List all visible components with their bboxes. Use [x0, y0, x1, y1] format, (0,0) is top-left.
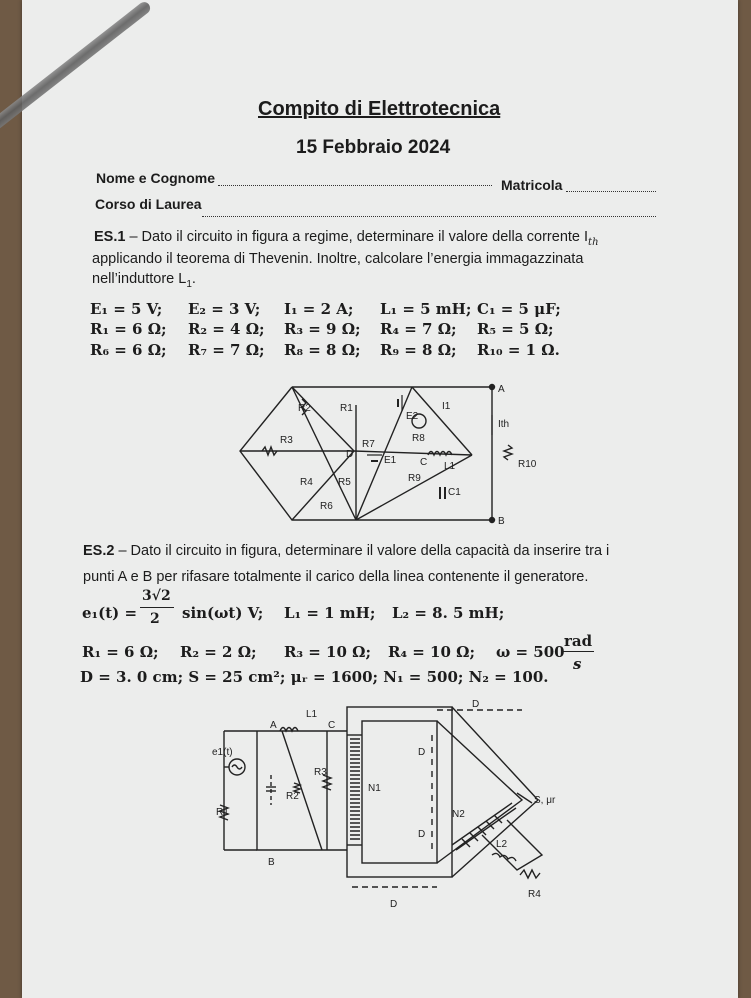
es2-dim-D-left1: D: [418, 747, 426, 758]
es2-label-R1: R1: [216, 807, 229, 818]
es2-label-R4: R4: [528, 889, 541, 900]
es1-circuit-diagram: [222, 375, 542, 530]
es1-label-Ith: Ith: [498, 419, 510, 430]
es2-line1: ES.2 – Dato il circuito in figura, determinare il valore della capacità da inserire tra i: [83, 543, 610, 559]
es2-heading: ES.2: [83, 543, 115, 559]
es1-label-R7: R7: [362, 439, 375, 450]
es2-omega-num: rad: [564, 632, 593, 650]
es1-label-I1: I1: [442, 401, 451, 412]
es2-dim-D-left2: D: [418, 829, 426, 840]
es2-L1: L₁ = 1 mH;: [284, 604, 376, 622]
es2-label-e1: e1(t): [212, 747, 233, 758]
es2-node-C: C: [328, 720, 336, 731]
es1-line2: applicando il teorema di Thevenin. Inoltre, calcolare l’energia immagazzinata: [92, 251, 584, 267]
es2-label-L2: L2: [496, 839, 508, 850]
es2-node-A: A: [270, 720, 277, 731]
es2-R4: R₄ = 10 Ω;: [388, 643, 476, 661]
es2-R1: R₁ = 6 Ω;: [82, 643, 159, 661]
es2-label-R3: R3: [314, 767, 327, 778]
es2-e1-fraction-bar: [140, 607, 174, 608]
es1-label-C1: C1: [448, 487, 461, 498]
es1-line1: ES.1 – Dato il circuito in figura a regime, determinare il valore della corrente $I_{th}$: [94, 229, 599, 248]
es2-omega-fraction-bar: [562, 651, 594, 652]
es2-label-N1: N1: [368, 783, 381, 794]
es1-heading: ES.1: [94, 229, 126, 245]
es2-line2: punti A e B per rifasare totalmente il carico della linea contenente il generatore.: [83, 569, 589, 585]
matricola-field-line: [566, 191, 656, 192]
es2-dim-D-top: D: [472, 699, 480, 710]
es2-L2: L₂ = 8. 5 mH;: [392, 604, 505, 622]
es1-node-D: D: [346, 449, 354, 460]
matricola-label: Matricola: [501, 177, 563, 193]
es2-label-R2: R2: [286, 791, 299, 802]
es2-circuit-diagram: [182, 695, 562, 915]
es2-omega-lhs: ω = 500: [496, 643, 565, 661]
es2-dim-D-bottom: D: [390, 899, 398, 910]
es1-label-R6: R6: [320, 501, 333, 512]
es1-label-R8: R8: [412, 433, 425, 444]
es1-node-A: A: [498, 384, 505, 395]
name-field-line: [218, 185, 492, 186]
exam-date: 15 Febbraio 2024: [296, 137, 451, 158]
name-label: Nome e Cognome: [96, 170, 216, 186]
es1-node-C: C: [420, 457, 428, 468]
es1-label-L1: L1: [444, 461, 456, 472]
es1-label-R2: R2: [298, 403, 311, 414]
corso-label: Corso di Laurea: [95, 196, 202, 212]
es1-label-E1: E1: [384, 455, 397, 466]
es2-omega-den: s: [573, 655, 582, 673]
es2-label-L1: L1: [306, 709, 318, 720]
es2-label-S-mu: S, μr: [534, 795, 556, 806]
es2-e1-lhs: e₁(t) =: [82, 604, 138, 622]
exam-title: Compito di Elettrotecnica: [258, 98, 501, 120]
es2-e1-den: 2: [150, 611, 160, 627]
es1-label-R5: R5: [338, 477, 351, 488]
es1-line3: nell’induttore $L_1$.: [92, 271, 196, 290]
es1-label-R3: R3: [280, 435, 293, 446]
es2-row3: D = 3. 0 cm; S = 25 cm²; μᵣ = 1600; N₁ = 500; N₂ = 100.: [80, 668, 549, 686]
es1-label-E2: E2: [406, 411, 419, 422]
corso-field-line: [202, 216, 656, 217]
es2-label-N2: N2: [452, 809, 465, 820]
es1-label-R1: R1: [340, 403, 353, 414]
es1-label-R4: R4: [300, 477, 313, 488]
es1-label-R10: R10: [518, 459, 537, 470]
exam-sheet: Compito di Elettrotecnica 15 Febbraio 2024 Nome e Cognome Matricola Corso di Laurea ES.1 – Dato il circuito in figura a regime, determinare il valore della corrente $I_{th}$ applicando il teorema di Thevenin. Inoltre, calcolare l’energia immagazzinata nell’induttore $L_1$. E₁ = 5 V; E₂ = 3 V; I₁ = 2 A; L₁ = 5 mH; C₁ = 5 μF; R₁ = 6 Ω; R₂ = 4 Ω; R₃ = 9 Ω; R₄ = 7 Ω; R₅ = 5 Ω; R₆ = 6 Ω; R₇ = 7 Ω; R₈ = 8 Ω; R₉ = 8 Ω; R₁₀ = 1 Ω. A B C D R1 R2 R3 R4 R5 R6 R7 R8 R9 R10 E1 E2 I1 L1 C1 Ith ES.2 – Dato il circuito in figura, determinare il valore della capacità da inserire tra i punti A e B per rifasare totalmente il carico della linea contenente il generatore. e₁(t) = 3√2 2 sin(ωt) V; L₁ = 1 mH; L₂ = 8. 5 mH; R₁ = 6 Ω; R₂ = 2 Ω; R₃ = 10 Ω; R₄ = 10 Ω; ω = 500 rad s D = 3. 0 cm; S = 25 cm²; μᵣ = 1600; N₁ = 500; N₂ = 100. A B C D D D D L1 L2 R1 R2 R3 R4 e1(t) N1 N2 S, μr: [22, 0, 738, 998]
es2-R3: R₃ = 10 Ω;: [284, 643, 372, 661]
es2-e1-num: 3√2: [142, 588, 171, 604]
es1-label-R9: R9: [408, 473, 421, 484]
es2-e1-rhs: sin(ωt) V;: [182, 604, 264, 622]
es2-R2: R₂ = 2 Ω;: [180, 643, 257, 661]
es2-node-B: B: [268, 857, 275, 868]
es1-node-B: B: [498, 516, 505, 527]
